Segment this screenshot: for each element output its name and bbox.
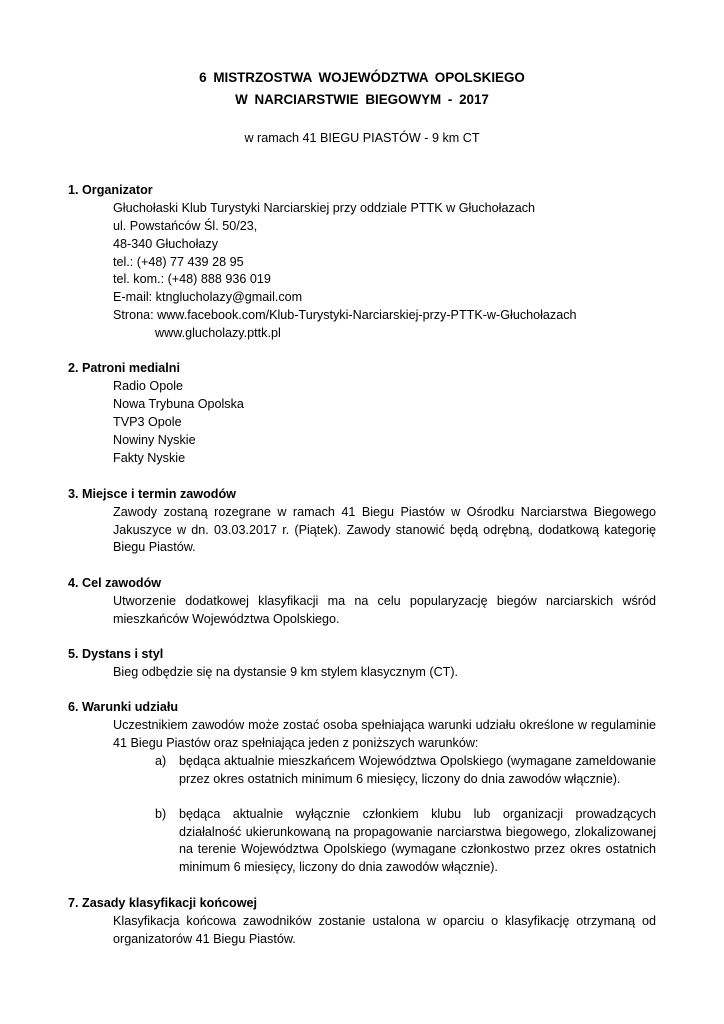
patron-item: Fakty Nyskie	[113, 451, 186, 465]
section-5-heading: 5. Dystans i styl	[68, 647, 164, 661]
organizer-phone: tel.: (+48) 77 439 28 95	[113, 255, 244, 269]
title-line-1: 6 MISTRZOSTWA WOJEWÓDZTWA OPOLSKIEGO	[199, 70, 525, 85]
organizer-email: E-mail: ktnglucholazy@gmail.com	[113, 290, 303, 304]
section-2-heading: 2. Patroni medialni	[68, 361, 180, 375]
section-3-heading: 3. Miejsce i termin zawodów	[68, 487, 236, 501]
patron-item: TVP3 Opole	[113, 415, 182, 429]
section-3-text: Zawody zostaną rozegrane w ramach 41 Biegu Piastów w Ośrodku Narciarstwa Biegowego Jakuszyce w dn. 03.03.2017 r. (Piątek). Zawody stanowić będą odrębną, dodatkową kategorię Biegu Piastów.	[113, 505, 656, 555]
list-item-b: będąca aktualnie wyłącznie członkiem klubu lub organizacji prowadzących działalność ukierunkowaną na propagowanie narciarstwa biegowego, zlokalizowanej na terenie Województwa Opolskiego (wymagane członkostwo przez okres ostatnich minimum 6 miesięcy, liczony do dnia zawodów włącznie).	[179, 807, 656, 874]
patron-item: Radio Opole	[113, 379, 184, 393]
subtitle: w ramach 41 BIEGU PIASTÓW - 9 km CT	[244, 131, 480, 145]
organizer-website-2: www.glucholazy.pttk.pl	[155, 326, 281, 340]
patron-item: Nowa Trybuna Opolska	[113, 397, 244, 411]
organizer-website: Strona: www.facebook.com/Klub-Turystyki-Narciarskiej-przy-PTTK-w-Głuchołazach	[113, 308, 577, 322]
list-marker-a: a)	[155, 754, 167, 768]
section-7-heading: 7. Zasady klasyfikacji końcowej	[68, 896, 258, 910]
section-4-heading: 4. Cel zawodów	[68, 576, 162, 590]
title-line-2: W NARCIARSTWIE BIEGOWYM - 2017	[235, 92, 489, 107]
section-7-text: Klasyfikacja końcowa zawodników zostanie ustalona w oparciu o klasyfikację otrzymaną od organizatorów 41 Biegu Piastów.	[113, 914, 656, 946]
list-marker-b: b)	[155, 807, 167, 821]
organizer-city: 48-340 Głuchołazy	[113, 237, 219, 251]
organizer-name: Głuchołaski Klub Turystyki Narciarskiej przy oddziale PTTK w Głuchołazach	[113, 201, 536, 215]
section-6-heading: 6. Warunki udziału	[68, 700, 179, 714]
section-1-heading: 1. Organizator	[68, 183, 153, 197]
section-4-text: Utworzenie dodatkowej klasyfikacji ma na celu popularyzację biegów narciarskich wśród mieszkańców Województwa Opolskiego.	[113, 594, 656, 626]
organizer-street: ul. Powstańców Śl. 50/23,	[113, 219, 258, 233]
list-item-a: będąca aktualnie mieszkańcem Województwa Opolskiego (wymagane zameldowanie przez okres ostatnich minimum 6 miesięcy, liczony do dnia zawodów włącznie).	[179, 754, 656, 786]
patron-item: Nowiny Nyskie	[113, 433, 196, 447]
section-6-intro: Uczestnikiem zawodów może zostać osoba spełniająca warunki udziału określone w regulaminie 41 Biegu Piastów oraz spełniająca jeden z poniższych warunków:	[113, 718, 656, 750]
organizer-mobile: tel. kom.: (+48) 888 936 019	[113, 272, 271, 286]
section-5-text: Bieg odbędzie się na dystansie 9 km stylem klasycznym (CT).	[113, 665, 459, 679]
